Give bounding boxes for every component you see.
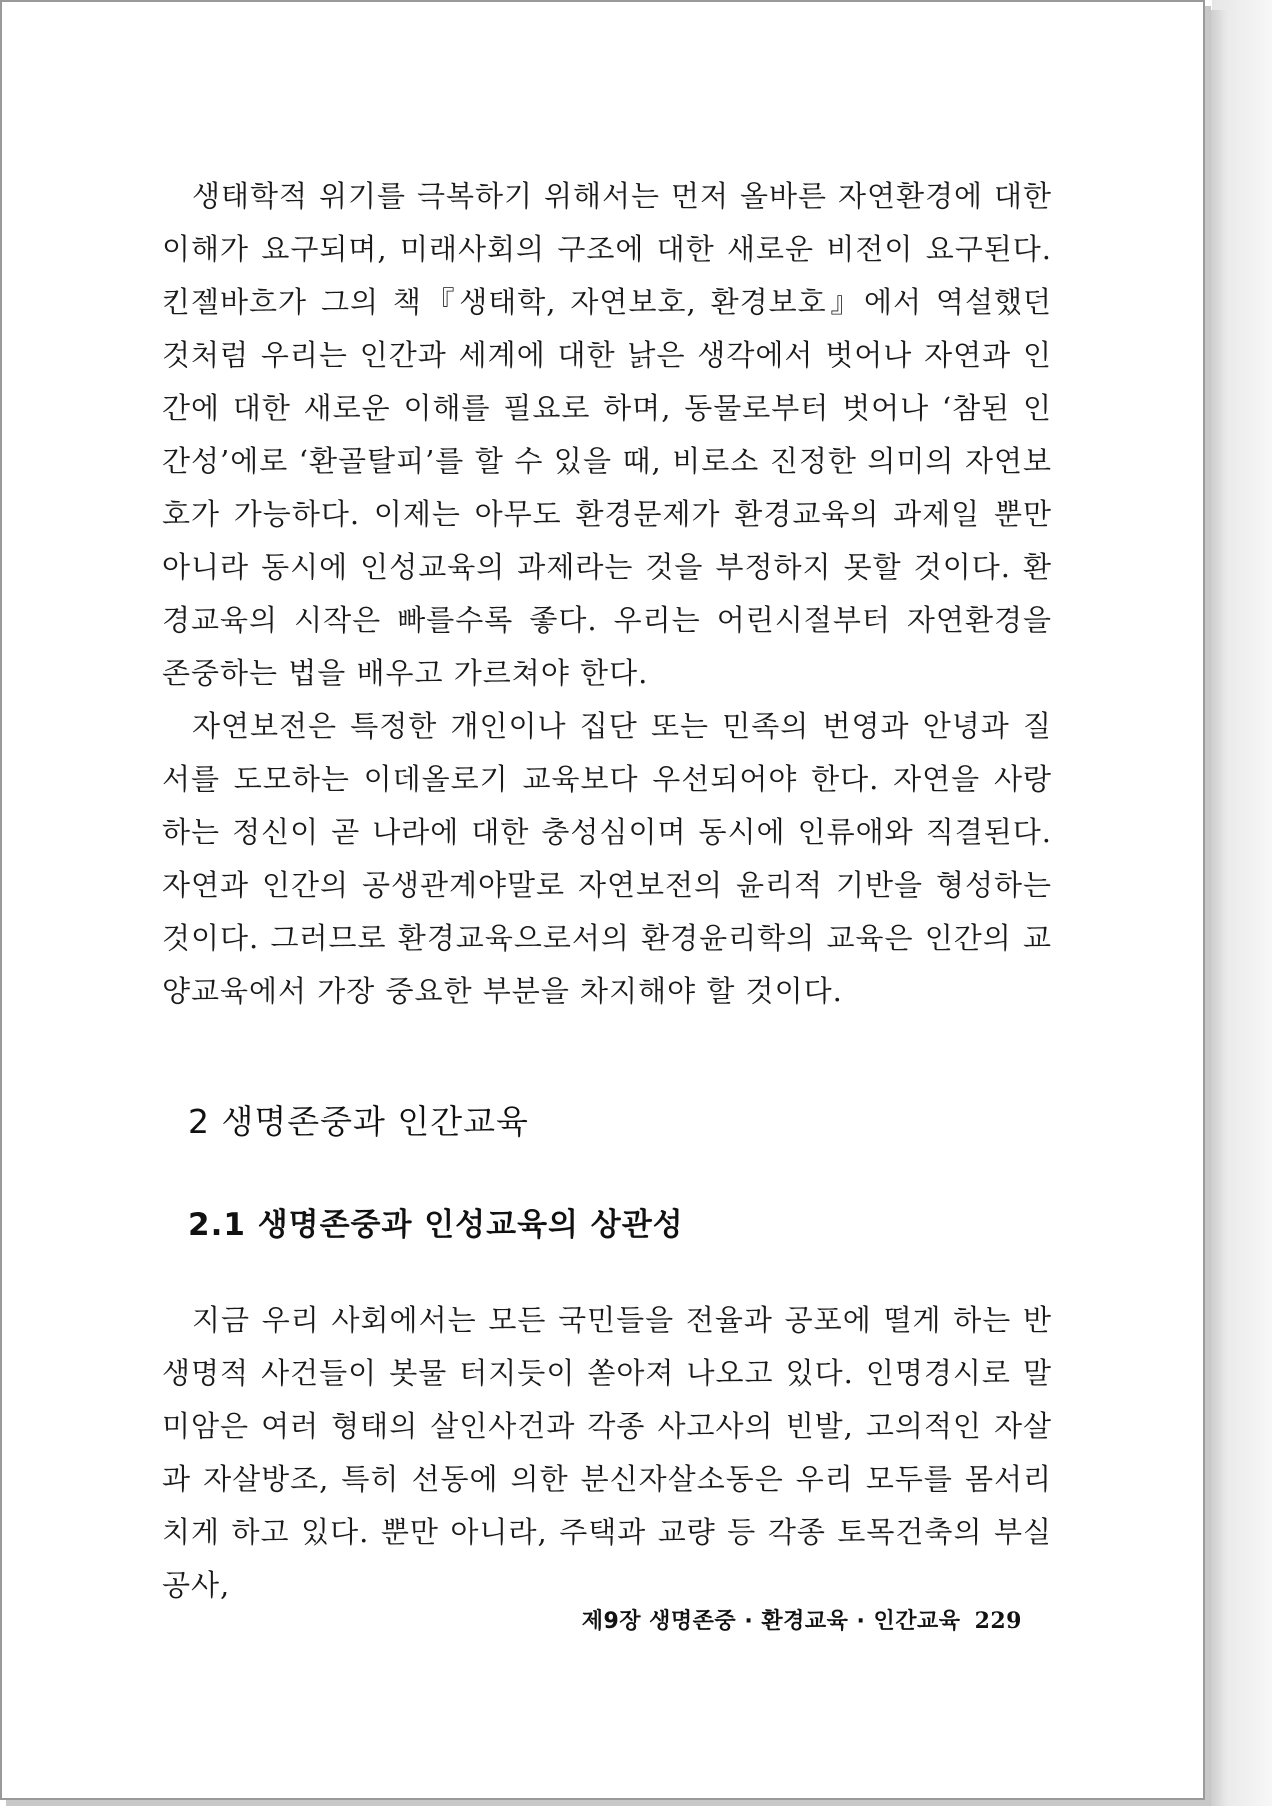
body-text-top: [162, 170, 1052, 1018]
page-edge-shadow: [1205, 10, 1227, 1806]
running-footer: [562, 1604, 1022, 1635]
paragraph-2: 자연보전은 특정한 개인이나 집단 또는 민족의 번영과 안녕과 질서를 도모하는 이데올로기 교육보다 우선되어야 한다. 자연을 사랑하는 정신이 곧 나라에 대한 충성심이며 동시에 인류애와 직결된다. 자연과 인간의 공생관계야말로 자연보전의 윤리적 기반을 형성하는 것이다. 그러므로 환경교육으로서의 환경윤리학의 교육은 인간의 교양교육에서 가장 중요한 부분을 차지해야 할 것이다.: [162, 709, 1052, 1008]
paragraph-1: 생태학적 위기를 극복하기 위해서는 먼저 올바른 자연환경에 대한 이해가 요구되며, 미래사회의 구조에 대한 새로운 비전이 요구된다. 킨젤바흐가 그의 책『생태학, 자연보호, 환경보호』에서 역설했던 것처럼 우리는 인간과 세계에 대한 낡은 생각에서 벗어나 자연과 인간에 대한 새로운 이해를 필요로 하며, 동물로부터 벗어나 ‘참된 인간성’에로 ‘환골탈피’를 할 수 있을 때, 비로소 진정한 의미의 자연보호가 가능하다. 이제는 아무도 환경문제가 환경교육의 과제일 뿐만 아니라 동시에 인성교육의 과제라는 것을 부정하지 못할 것이다. 환경교육의 시작은 빠를수록 좋다. 우리는 어린시절부터 자연환경을 존중하는 법을 배우고 가르쳐야 한다.: [162, 179, 1052, 690]
section-heading: 2 생명존중과 인간교육: [188, 1102, 529, 1141]
paragraph-3: 지금 우리 사회에서는 모든 국민들을 전율과 공포에 떨게 하는 반생명적 사건들이 봇물 터지듯이 쏟아져 나오고 있다. 인명경시로 말미암은 여러 형태의 살인사건과 각종 사고사의 빈발, 고의적인 자살과 자살방조, 특히 선동에 의한 분신자살소동은 우리 모두를 몸서리치게 하고 있다. 뿐만 아니라, 주택과 교량 등 각종 토목건축의 부실공사,: [162, 1303, 1052, 1602]
chapter-title: 제9장 생명존중 · 환경교육 · 인간교육: [581, 1609, 961, 1634]
body-text-bottom: [162, 1294, 1052, 1612]
page-number: 229: [974, 1608, 1022, 1634]
subsection-heading: 2.1 생명존중과 인성교육의 상관성: [188, 1207, 684, 1243]
